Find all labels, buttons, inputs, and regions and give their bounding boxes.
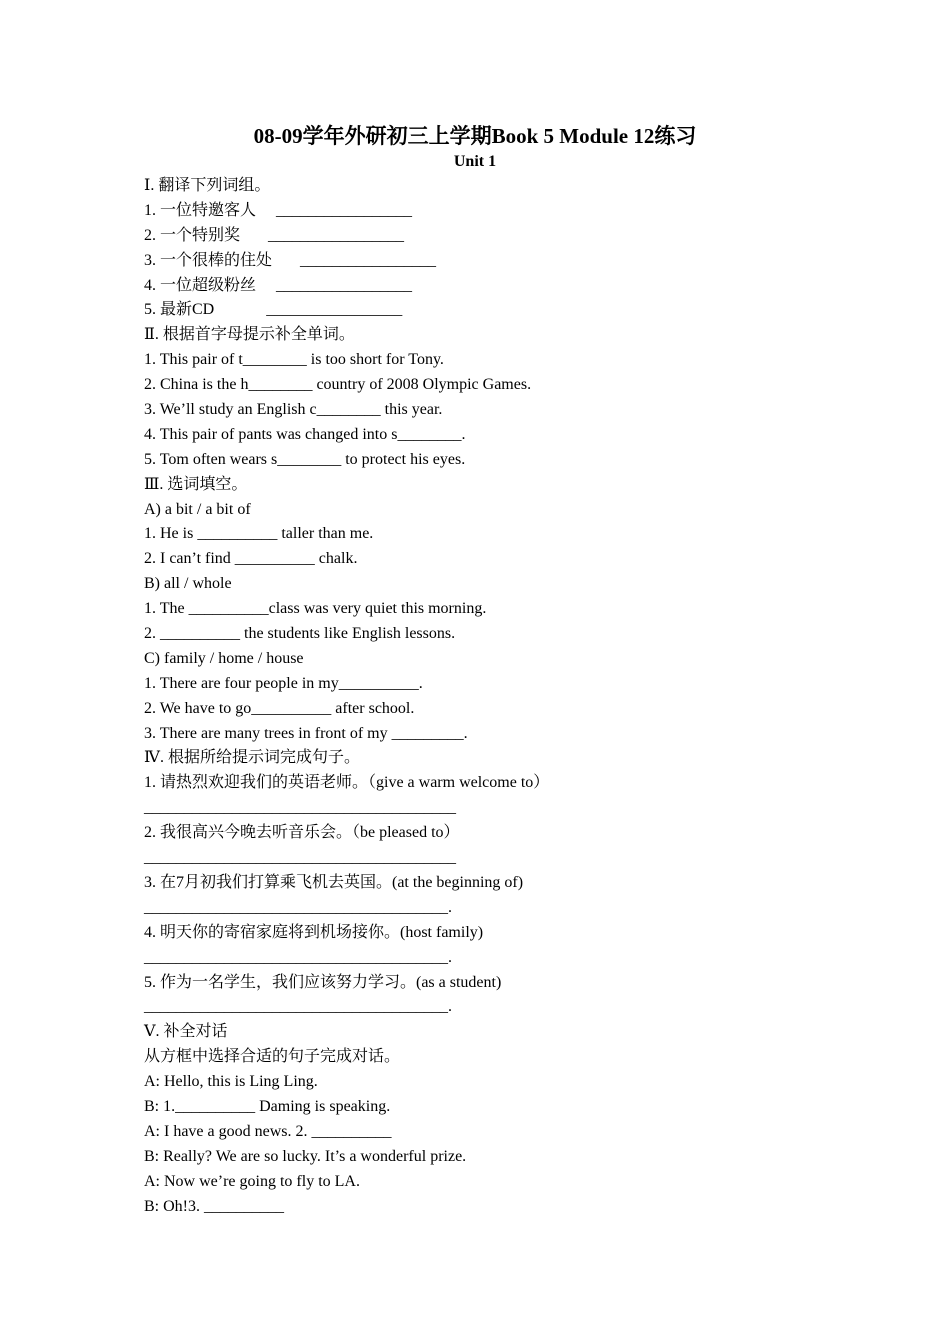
text-line: A: Hello, this is Ling Ling. (144, 1073, 318, 1091)
text-line: C) family / home / house (144, 649, 304, 667)
text-line: 5. 作为一名学生，我们应该努力学习。(as a student) (144, 973, 502, 991)
text-line: 1. The __________class was very quiet this morning. (144, 600, 487, 618)
text-line: 1. 请热烈欢迎我们的英语老师。（give a warm welcome to） (144, 774, 550, 792)
text-line: B) all / whole (144, 575, 232, 593)
text-line: 3. There are many trees in front of my _________. (144, 724, 468, 742)
text-line: 2. 我很高兴今晚去听音乐会。（be pleased to） (144, 824, 460, 842)
text-line: Ⅰ. 翻译下列词组。 (144, 177, 271, 194)
exercise-body (144, 174, 844, 1219)
text-line: 1. This pair of t________ is too short for Tony. (144, 351, 444, 369)
text-line: 1. 一位特邀客人 _________________ (144, 201, 413, 219)
text-line: 2. __________ the students like English lessons. (144, 625, 456, 643)
text-line: ______________________________________. (144, 898, 452, 916)
text-line: _______________________________________ (144, 799, 456, 817)
text-line: 1. There are four people in my__________. (144, 674, 423, 692)
text-line: 3. 在7月初我们打算乘飞机去英国。(at the beginning of) (144, 873, 524, 891)
text-line: 5. 最新CD _________________ (144, 301, 403, 319)
text-line: 4. 一位超级粉丝 _________________ (144, 276, 413, 294)
text-line: ______________________________________. (144, 998, 452, 1016)
text-line: 2. We have to go__________ after school. (144, 699, 415, 717)
text-line: 从方框中选择合适的句子完成对话。 (144, 1048, 401, 1066)
text-line: Ⅲ. 选词填空。 (144, 475, 248, 493)
text-line: Ⅳ. 根据所给提示词完成句子。 (144, 749, 360, 767)
text-line: B: Really? We are so lucky. It’s a wonderful prize. (144, 1147, 467, 1165)
text-line: _______________________________________ (144, 849, 456, 867)
text-line: 3. 一个很棒的住处 _________________ (144, 251, 437, 269)
text-line: 2. China is the h________ country of 2008 Olympic Games. (144, 376, 532, 394)
text-line: ______________________________________. (144, 948, 452, 966)
text-line: 4. This pair of pants was changed into s________. (144, 425, 466, 443)
text-line: 2. I can’t find __________ chalk. (144, 550, 358, 568)
text-line: A) a bit / a bit of (144, 500, 251, 518)
text-line: Ⅱ. 根据首字母提示补全单词。 (144, 326, 355, 344)
text-line: 3. We’ll study an English c________ this year. (144, 401, 443, 419)
text-line: Ⅴ. 补全对话 (144, 1023, 228, 1041)
text-line: B: 1.__________ Daming is speaking. (144, 1097, 391, 1115)
text-line: 2. 一个特别奖 _________________ (144, 226, 405, 244)
text-line: 5. Tom often wears s________ to protect his eyes. (144, 450, 466, 468)
text-line: A: I have a good news. 2. __________ (144, 1122, 392, 1140)
page-subtitle: Unit 1 (453, 153, 497, 170)
text-line: B: Oh!3. __________ (144, 1197, 284, 1215)
text-line: 1. He is __________ taller than me. (144, 525, 374, 543)
text-line: A: Now we’re going to fly to LA. (144, 1172, 360, 1190)
text-line: 4. 明天你的寄宿家庭将到机场接你。(host family) (144, 923, 484, 941)
page-title: 08-09学年外研初三上学期Book 5 Module 12练习 (253, 124, 697, 148)
